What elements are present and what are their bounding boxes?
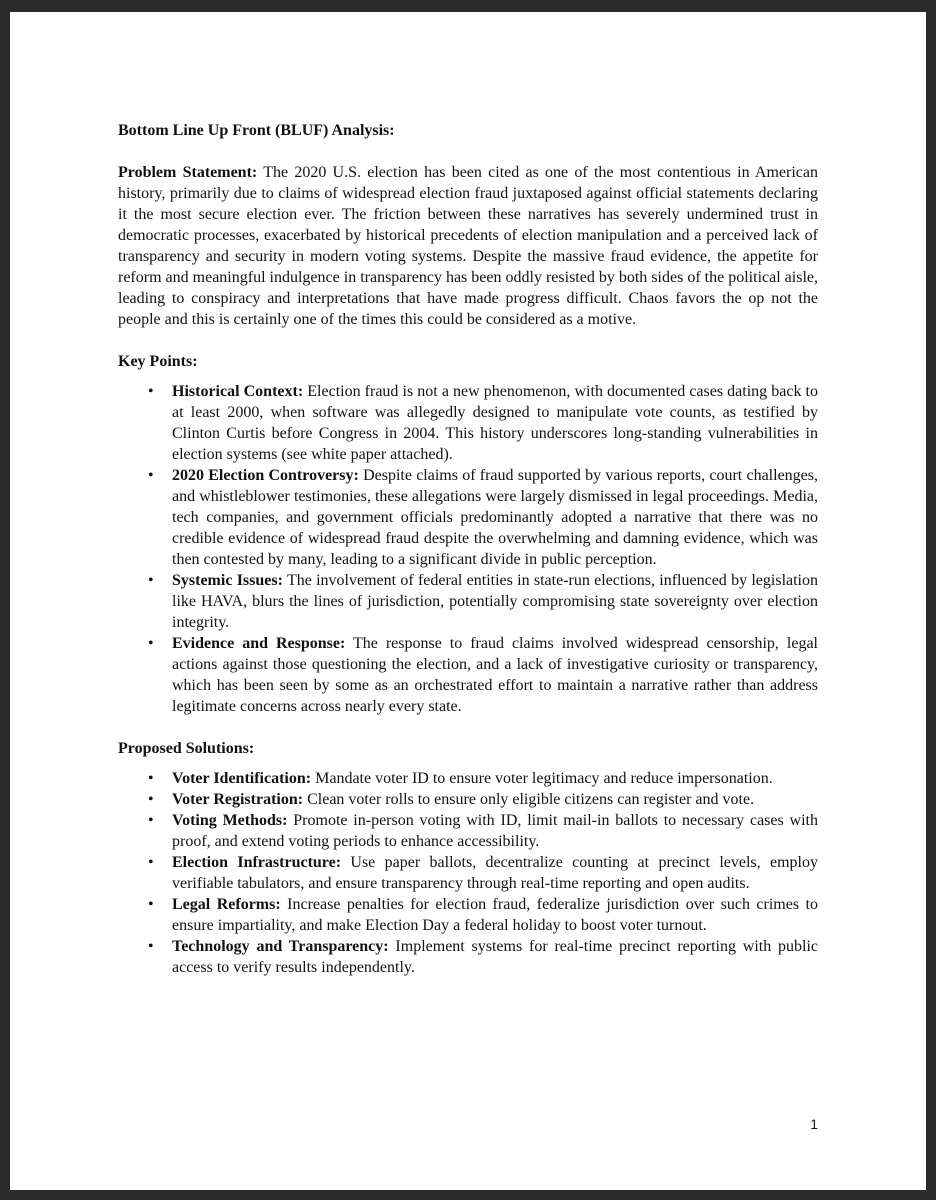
key-point-item xyxy=(118,381,818,465)
proposed-solution-item xyxy=(118,789,818,810)
bullet-icon: • xyxy=(148,812,154,829)
key-point-item xyxy=(118,633,818,717)
problem-statement-paragraph xyxy=(118,162,818,330)
proposed-solution-label: Voter Registration: xyxy=(172,791,304,808)
document-title: Bottom Line Up Front (BLUF) Analysis: xyxy=(118,122,395,139)
proposed-solution-label: Technology and Transparency: xyxy=(172,938,389,955)
document-page xyxy=(10,12,926,1190)
bullet-icon: • xyxy=(148,791,154,808)
proposed-solutions-heading: Proposed Solutions: xyxy=(118,740,255,757)
proposed-solution-item xyxy=(118,894,818,936)
bullet-icon: • xyxy=(148,896,154,913)
bullet-icon: • xyxy=(148,635,154,652)
key-point-text: Despite claims of fraud supported by various reports, court challenges, and whistleblower testimonies, these allegations were largely dismissed in legal proceedings. Media, tech companies, and government officials predominantly adopted a narrative that there was no credible evidence of widespread fraud despite the overwhelming and damning evidence, which was then contested by many, leading to a significant divide in public perception. xyxy=(172,467,819,568)
key-point-item xyxy=(118,570,818,633)
proposed-solution-text: Implement systems for real-time precinct reporting with public access to verify results independently. xyxy=(172,938,819,976)
proposed-solution-item xyxy=(118,810,818,852)
key-point-label: 2020 Election Controversy: xyxy=(172,467,359,484)
key-point-text: The involvement of federal entities in state-run elections, influenced by legislation like HAVA, blurs the lines of jurisdiction, potentially compromising state sovereignty over election integrity. xyxy=(172,572,818,631)
key-point-text: Election fraud is not a new phenomenon, with documented cases dating back to at least 2000, when software was allegedly designed to manipulate vote counts, as testified by Clinton Curtis before Congress in 2004. This history underscores long-standing vulnerabilities in election systems (see white paper attached). xyxy=(172,383,818,463)
proposed-solution-item xyxy=(118,936,818,978)
proposed-solution-label: Legal Reforms: xyxy=(172,896,281,913)
proposed-solution-label: Election Infrastructure: xyxy=(172,854,342,871)
proposed-solution-text: Increase penalties for election fraud, federalize jurisdiction over such crimes to ensure impartiality, and make Election Day a federal holiday to boost voter turnout. xyxy=(172,896,818,934)
proposed-solution-item xyxy=(118,852,818,894)
key-point-label: Historical Context: xyxy=(172,383,304,400)
bullet-icon: • xyxy=(148,854,154,871)
proposed-solution-label: Voting Methods: xyxy=(172,812,288,829)
proposed-solution-text: Use paper ballots, decentralize counting at precinct levels, employ verifiable tabulators, and ensure transparency through real-time reporting and open audits. xyxy=(172,854,818,892)
proposed-solution-text: Mandate voter ID to ensure voter legitimacy and reduce impersonation. xyxy=(315,770,773,787)
bullet-icon: • xyxy=(148,770,154,787)
page-number: 1 xyxy=(810,1116,818,1132)
bullet-icon: • xyxy=(148,572,154,589)
problem-statement-label: Problem Statement: xyxy=(118,164,258,181)
bullet-icon: • xyxy=(148,383,154,400)
document-content xyxy=(118,120,818,988)
proposed-solution-text: Promote in-person voting with ID, limit mail-in ballots to necessary cases with proof, and extend voting periods to enhance accessibility. xyxy=(172,812,818,850)
key-points-heading: Key Points: xyxy=(118,353,198,370)
key-point-label: Systemic Issues: xyxy=(172,572,283,589)
proposed-solution-label: Voter Identification: xyxy=(172,770,312,787)
proposed-solution-item xyxy=(118,768,818,789)
bullet-icon: • xyxy=(148,467,154,484)
key-point-label: Evidence and Response: xyxy=(172,635,346,652)
key-point-item xyxy=(118,465,818,570)
proposed-solutions-list xyxy=(118,768,818,978)
problem-statement-text: The 2020 U.S. election has been cited as one of the most contentious in American history, primarily due to claims of widespread election fraud juxtaposed against official statements declaring it the most secure election ever. The friction between these narratives has severely undermined trust in democratic processes, exacerbated by historical precedents of election manipulation and a perceived lack of transparency and security in modern voting systems. Despite the massive fraud evidence, the appetite for reform and meaningful indulgence in transparency has been oddly resisted by both sides of the political aisle, leading to conspiracy and interpretations that have made progress difficult. Chaos favors the op not the people and this is certainly one of the times this could be considered as a motive. xyxy=(118,164,819,328)
bullet-icon: • xyxy=(148,938,154,955)
proposed-solution-text: Clean voter rolls to ensure only eligible citizens can register and vote. xyxy=(307,791,755,808)
key-point-text: The response to fraud claims involved widespread censorship, legal actions against those questioning the election, and a lack of investigative curiosity or transparency, which has been seen by some as an orchestrated effort to maintain a narrative rather than address legitimate concerns across nearly every state. xyxy=(172,635,818,715)
key-points-list xyxy=(118,381,818,717)
